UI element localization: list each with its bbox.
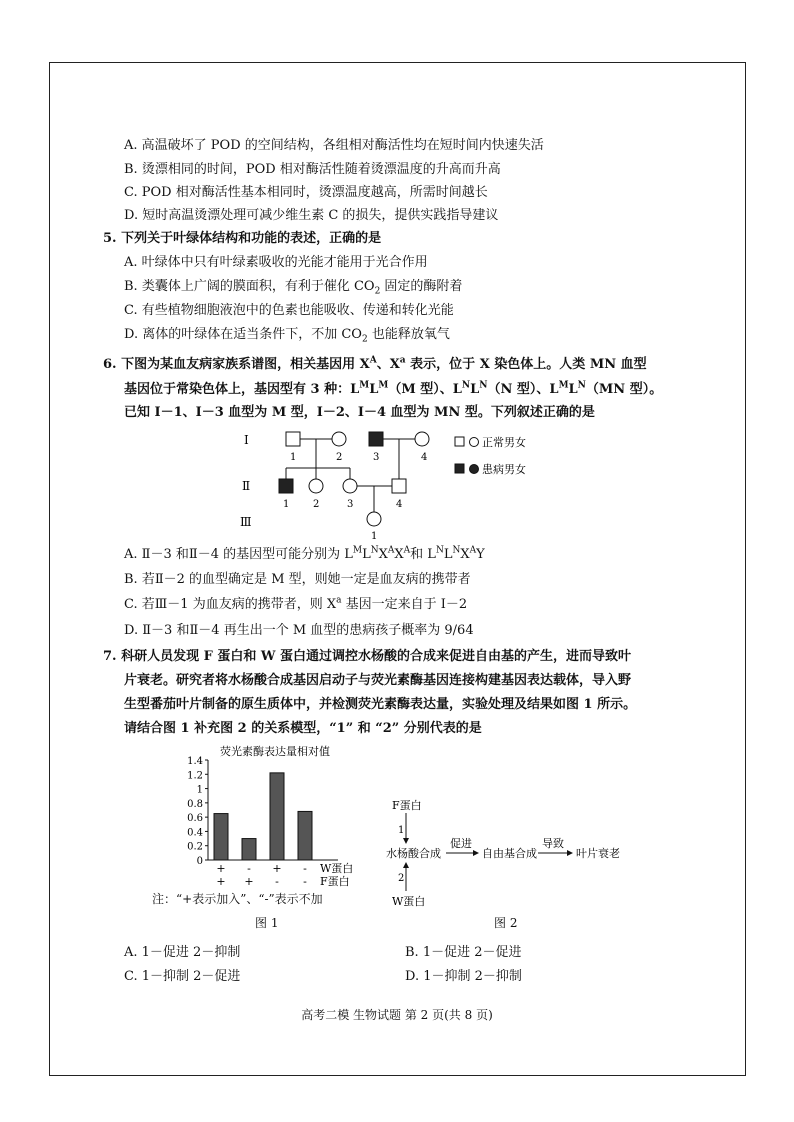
y-tick-label: 0.8	[187, 798, 203, 810]
q7-option-b: B. 1－促进 2－促进	[405, 945, 522, 960]
y-tick-label: 0.6	[187, 813, 203, 825]
f-row-mark: -	[275, 875, 279, 888]
y-tick-label: 1.4	[187, 756, 203, 767]
q7-stem-line2: 片衰老。研究者将水杨酸合成基因启动子与荧光素酶基因连接构建基因表达载体，导入野	[124, 673, 632, 688]
svg-text:2: 2	[313, 499, 320, 510]
w-row-mark: -	[247, 862, 251, 875]
q7-option-d: D. 1－抑制 2－抑制	[405, 969, 522, 984]
leaf-senescence-label: 叶片衰老	[576, 847, 620, 860]
f-row-mark: +	[244, 875, 254, 888]
figure2-relationship-model	[382, 795, 652, 915]
f-row-mark: -	[303, 875, 307, 888]
q5-option-c: C. 有些植物细胞液泡中的色素也能吸收、传递和转化光能	[124, 303, 454, 318]
salicylic-acid-synthesis-label: 水杨酸合成	[386, 847, 441, 860]
y-tick-label: 1.2	[187, 770, 203, 782]
q5-option-d: D. 离体的叶绿体在适当条件下，不加 $CO_2$ 也能释放氧气	[124, 327, 450, 345]
bar-1	[214, 814, 228, 860]
individual-ii1-male-affected	[279, 479, 293, 493]
y-tick-label: 1	[196, 784, 203, 796]
w-row-mark: +	[216, 862, 226, 875]
q7-option-a: A. 1－促进 2－抑制	[124, 945, 241, 960]
bar-4	[298, 811, 312, 860]
individual-iii1-female-normal	[367, 512, 381, 526]
label-1: 1	[398, 825, 405, 836]
q6-option-b: B. 若Ⅱ－2 的血型确定是 M 型，则她一定是血友病的携带者	[124, 572, 471, 587]
lead-to-label: 导致	[542, 837, 564, 850]
individual-i4-female-normal	[415, 432, 429, 446]
w-row-mark: -	[303, 862, 307, 875]
q7-option-c: C. 1－抑制 2－促进	[124, 969, 241, 984]
svg-text:4: 4	[396, 499, 403, 510]
legend-affected-female-icon	[470, 465, 479, 474]
figure2-caption: 图 2	[494, 916, 518, 930]
q4-option-c: C. POD 相对酶活性基本相同时，烫漂温度越高，所需时间越长	[124, 185, 488, 200]
w-row-label: W蛋白	[320, 862, 354, 875]
individual-ii3-female-normal	[343, 479, 357, 493]
svg-text:2: 2	[336, 452, 343, 463]
bar-2	[242, 839, 256, 860]
svg-text:3: 3	[373, 452, 380, 463]
bar-3	[270, 773, 284, 860]
individual-ii4-male-normal	[392, 479, 406, 493]
q6-stem-line2: 基因位于常染色体上，基因型有 3 种：$L^ML^M(M$ 型）、$L^NL^N(N$ 型）、$L^ML^N(MN$ 型）。	[124, 380, 663, 397]
svg-text:1: 1	[283, 499, 290, 510]
figure1-bar-chart	[150, 742, 370, 892]
svg-text:3: 3	[347, 499, 354, 510]
legend-normal-male-icon	[455, 437, 464, 446]
q5-stem: 5. 下列关于叶绿体结构和功能的表述，正确的是	[103, 231, 382, 246]
w-protein-label: W蛋白	[392, 895, 426, 908]
individual-i1-male-normal	[286, 432, 300, 446]
q6-stem-line3: 已知 I－1、I－3 血型为 M 型，I－2、I－4 血型为 MN 型。下列叙述正确的是	[124, 405, 595, 420]
y-tick-label: 0.4	[187, 827, 203, 839]
y-tick-label: 0	[196, 856, 203, 867]
y-tick-label: 0.2	[187, 841, 203, 853]
q7-stem-line3: 生型番茄叶片制备的原生质体中，并检测荧光素酶表达量，实验处理及结果如图 1 所示。	[124, 697, 637, 712]
individual-i3-male-affected	[369, 432, 383, 446]
q6-option-c: C. 若Ⅲ－1 为血友病的携带者，则 $X^a$ 基因一定来自于 I－2	[124, 595, 468, 612]
label-2: 2	[398, 873, 405, 884]
q4-option-b: B. 烫漂相同的时间，POD 相对酶活性随着烫漂温度的升高而升高	[124, 162, 501, 177]
q6-stem-line1: 6. 下图为某血友病家族系谱图，相关基因用 $X^A$、$X^a$ 表示，位于 X 染色体上。人类 MN 血型	[103, 355, 647, 372]
legend-affected-label: 患病男女	[482, 463, 526, 476]
q4-option-a: A. 高温破坏了 POD 的空间结构，各组相对酶活性均在短时间内快速失活	[124, 138, 544, 153]
svg-text:1: 1	[290, 452, 297, 463]
legend-affected-male-icon	[455, 464, 464, 473]
f-protein-label: F蛋白	[392, 799, 422, 812]
generation-label-i: Ⅰ	[244, 433, 249, 447]
individual-ii2-female-normal	[309, 479, 323, 493]
q7-stem-line1: 7. 科研人员发现 F 蛋白和 W 蛋白通过调控水杨酸的合成来促进自由基的产生，进而导致叶	[103, 649, 632, 664]
generation-label-iii: Ⅲ	[240, 515, 252, 529]
pedigree-diagram	[230, 424, 570, 544]
chart-title: 荧光素酶表达量相对值	[220, 745, 330, 758]
svg-text:4: 4	[421, 452, 428, 463]
q6-option-a: A. Ⅱ－3 和Ⅱ－4 的基因型可能分别为 $L^ML^NX^AX^A$和 $L^NL^NX^AY$	[124, 545, 485, 562]
generation-label-ii: Ⅱ	[242, 479, 251, 493]
free-radical-synthesis-label: 自由基合成	[482, 847, 537, 860]
promote-label: 促进	[450, 837, 472, 850]
f-row-label: F蛋白	[320, 875, 350, 888]
figure1-caption: 图 1	[255, 916, 279, 930]
q7-stem-line4: 请结合图 1 补充图 2 的关系模型，“1” 和 “2” 分别代表的是	[124, 721, 482, 736]
legend-normal-label: 正常男女	[482, 436, 526, 449]
w-row-mark: +	[272, 862, 282, 875]
q4-option-d: D. 短时高温烫漂处理可减少维生素 C 的损失，提供实践指导建议	[124, 208, 499, 223]
page-footer: 高考二模 生物试题 第 2 页(共 8 页)	[301, 1008, 493, 1022]
q5-option-a: A. 叶绿体中只有叶绿素吸收的光能才能用于光合作用	[124, 255, 428, 270]
individual-i2-female-normal	[332, 432, 346, 446]
q5-option-b: B. 类囊体上广阔的膜面积，有利于催化 $CO_2$ 固定的酶附着	[124, 279, 463, 297]
legend-normal-female-icon	[470, 438, 479, 447]
q6-option-d: D. Ⅱ－3 和Ⅱ－4 再生出一个 M 血型的患病孩子概率为 9/64	[124, 623, 474, 638]
f-row-mark: +	[216, 875, 226, 888]
figure1-note: 注：“+表示加入”、“-”表示不加	[152, 892, 323, 906]
svg-text:1: 1	[371, 531, 378, 542]
